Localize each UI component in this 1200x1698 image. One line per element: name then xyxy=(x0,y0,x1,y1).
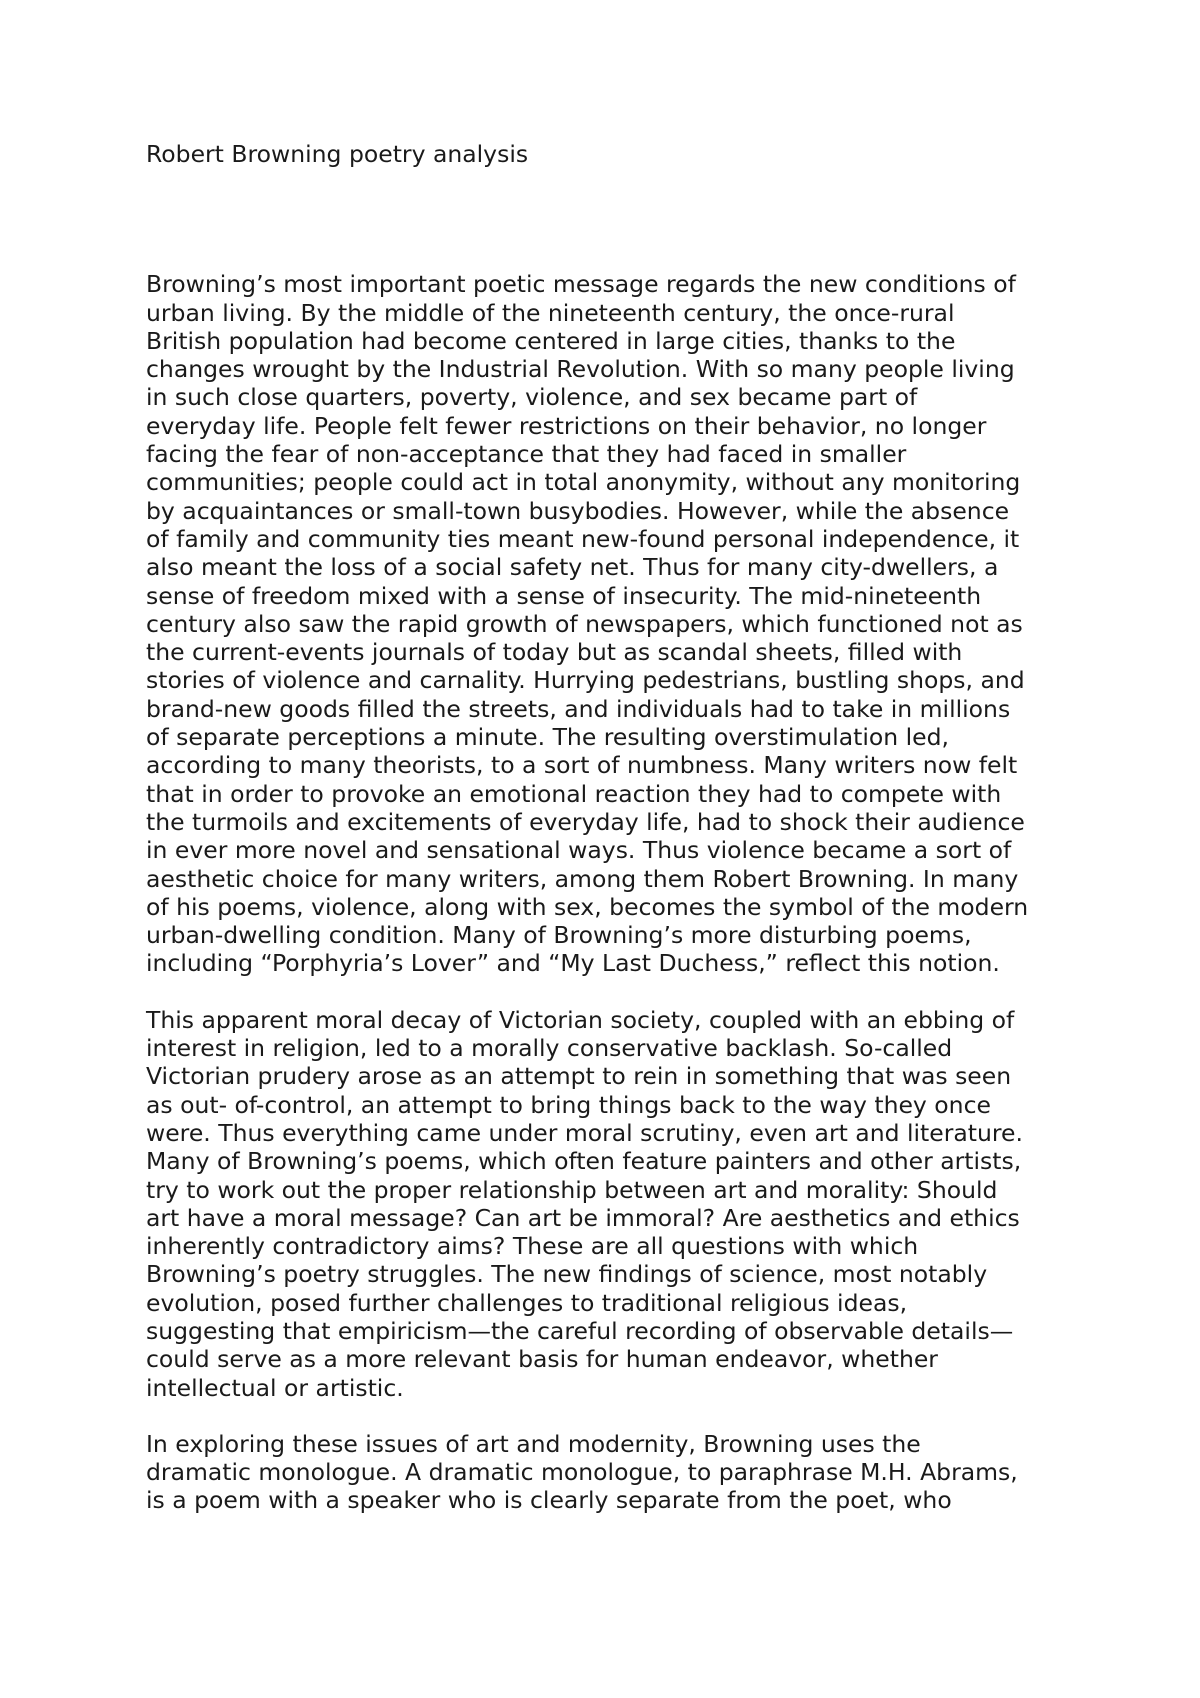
paragraph-moral-decay: This apparent moral decay of Victorian society, coupled with an ebbing of interest in religion, led to a morally conservative backlash. So-called Victorian prudery arose as an attempt to rein in something that was seen as out- of-control, an attempt to bring things back to the way they once were. Thus everything came under moral scrutiny, even art and literature. Many of Browning’s poems, which often feature painters and other artists, try to work out the proper relationship between art and morality: Should art have a moral message? Can art be immoral? Are aesthetics and ethics inherently contradictory aims? These are all questions with which Browning’s poetry struggles. The new findings of science, most notably evolution, posed further challenges to traditional religious ideas, suggesting that empiricism—the careful recording of observable details— could serve as a more relevant basis for human endeavor, whether intellectual or artistic. xyxy=(146,1005,1023,1402)
paragraph-dramatic-monologue: In exploring these issues of art and modernity, Browning uses the dramatic monologue. A dramatic monologue, to paraphrase M.H. Abrams, is a poem with a speaker who is clearly separate from the poet, who xyxy=(146,1429,1018,1515)
paragraph-urban-living: Browning’s most important poetic message regards the new conditions of urban living. By the middle of the nineteenth century, the once-rural British population had become centered in large cities, thanks to the changes wrought by the Industrial Revolution. With so many people living in such close quarters, poverty, violence, and sex became part of everyday life. People felt fewer restrictions on their behavior, no longer facing the fear of non-acceptance that they had faced in smaller communities; people could act in total anonymity, without any monitoring by acquaintances or small-town busybodies. However, while the absence of family and community ties meant new-found personal independence, it also meant the loss of a social safety net. Thus for many city-dwellers, a sense of freedom mixed with a sense of insecurity. The mid-nineteenth century also saw the rapid growth of newspapers, which functioned not as the current-events journals of today but as scandal sheets, filled with stories of violence and carnality. Hurrying pedestrians, bustling shops, and brand-new goods filled the streets, and individuals had to take in millions of separate perceptions a minute. The resulting overstimulation led, according to many theorists, to a sort of numbness. Many writers now felt that in order to provoke an emotional reaction they had to compete with the turmoils and excitements of everyday life, had to shock their audience in ever more novel and sensational ways. Thus violence became a sort of aesthetic choice for many writers, among them Robert Browning. In many of his poems, violence, along with sex, becomes the symbol of the modern urban-dwelling condition. Many of Browning’s more disturbing poems, including “Porphyria’s Lover” and “My Last Duchess,” reflect this notion. xyxy=(146,270,1029,978)
document-title: Robert Browning poetry analysis xyxy=(146,140,529,168)
document-body xyxy=(146,140,1076,1543)
